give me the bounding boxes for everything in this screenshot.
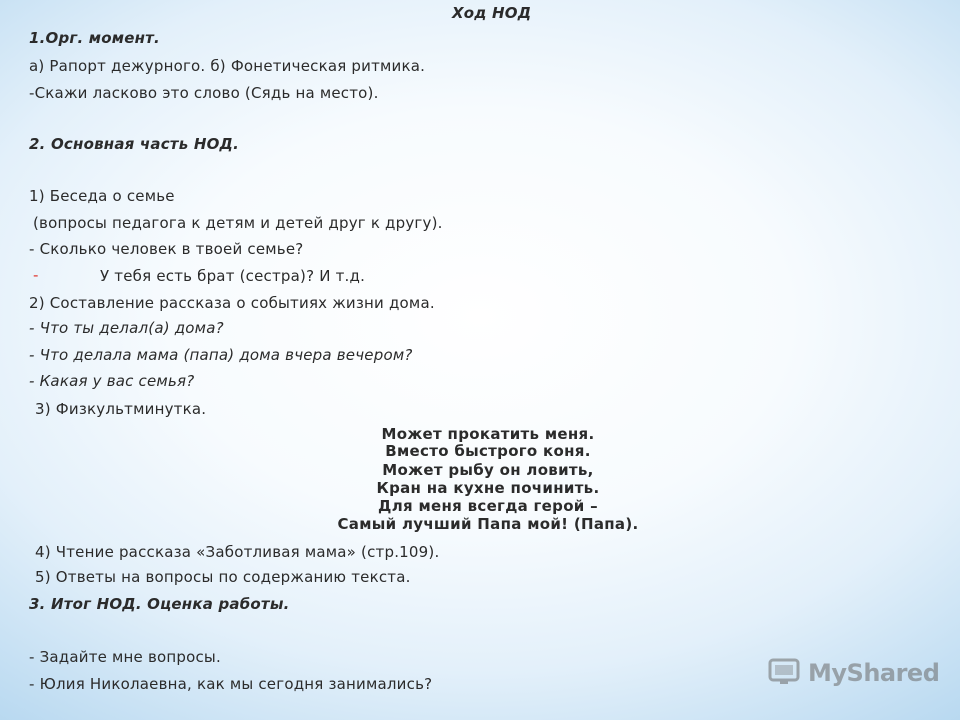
text-line: 4) Чтение рассказа «Заботливая мама» (стр.109). (35, 543, 440, 561)
text-line: - Юлия Николаевна, как мы сегодня занимались? (29, 675, 433, 693)
text-line: -Скажи ласково это слово (Сядь на место). (29, 84, 379, 102)
poem-line: Вместо быстрого коня. (385, 442, 591, 460)
poem-line: Может рыбу он ловить, (382, 461, 594, 479)
question-line: - Что ты делал(а) дома? (29, 319, 224, 337)
myshared-watermark (768, 656, 940, 690)
text-line: 2) Составление рассказа о событиях жизни дома. (29, 294, 435, 312)
text-line: 1) Беседа о семье (29, 187, 175, 205)
poem-line: Кран на кухне починить. (376, 479, 600, 497)
section-main-part: 2. Основная часть НОД. (29, 135, 239, 153)
question-line: - Что делала мама (папа) дома вчера вечером? (29, 346, 413, 364)
section-org-moment: 1.Орг. момент. (29, 29, 160, 47)
poem-line: Самый лучший Папа мой! (Папа). (337, 515, 639, 533)
poem-line: Для меня всегда герой – (378, 497, 598, 515)
section-summary: 3. Итог НОД. Оценка работы. (29, 595, 290, 613)
red-bullet-dash: - (33, 266, 39, 284)
watermark-text: MyShared (808, 659, 940, 687)
text-line: 5) Ответы на вопросы по содержанию текста. (35, 568, 411, 586)
text-line: - Сколько человек в твоей семье? (29, 240, 304, 258)
myshared-logo-icon (768, 656, 802, 690)
slide-title: Ход НОД (452, 4, 532, 22)
poem-line: Может прокатить меня. (381, 425, 595, 443)
text-line: 3) Физкультминутка. (35, 400, 207, 418)
text-line: (вопросы педагога к детям и детей друг к другу). (33, 214, 443, 232)
text-line: - Задайте мне вопросы. (29, 648, 221, 666)
text-line: а) Рапорт дежурного. б) Фонетическая ритмика. (29, 57, 426, 75)
text-line: У тебя есть брат (сестра)? И т.д. (100, 267, 366, 285)
question-line: - Какая у вас семья? (29, 372, 195, 390)
